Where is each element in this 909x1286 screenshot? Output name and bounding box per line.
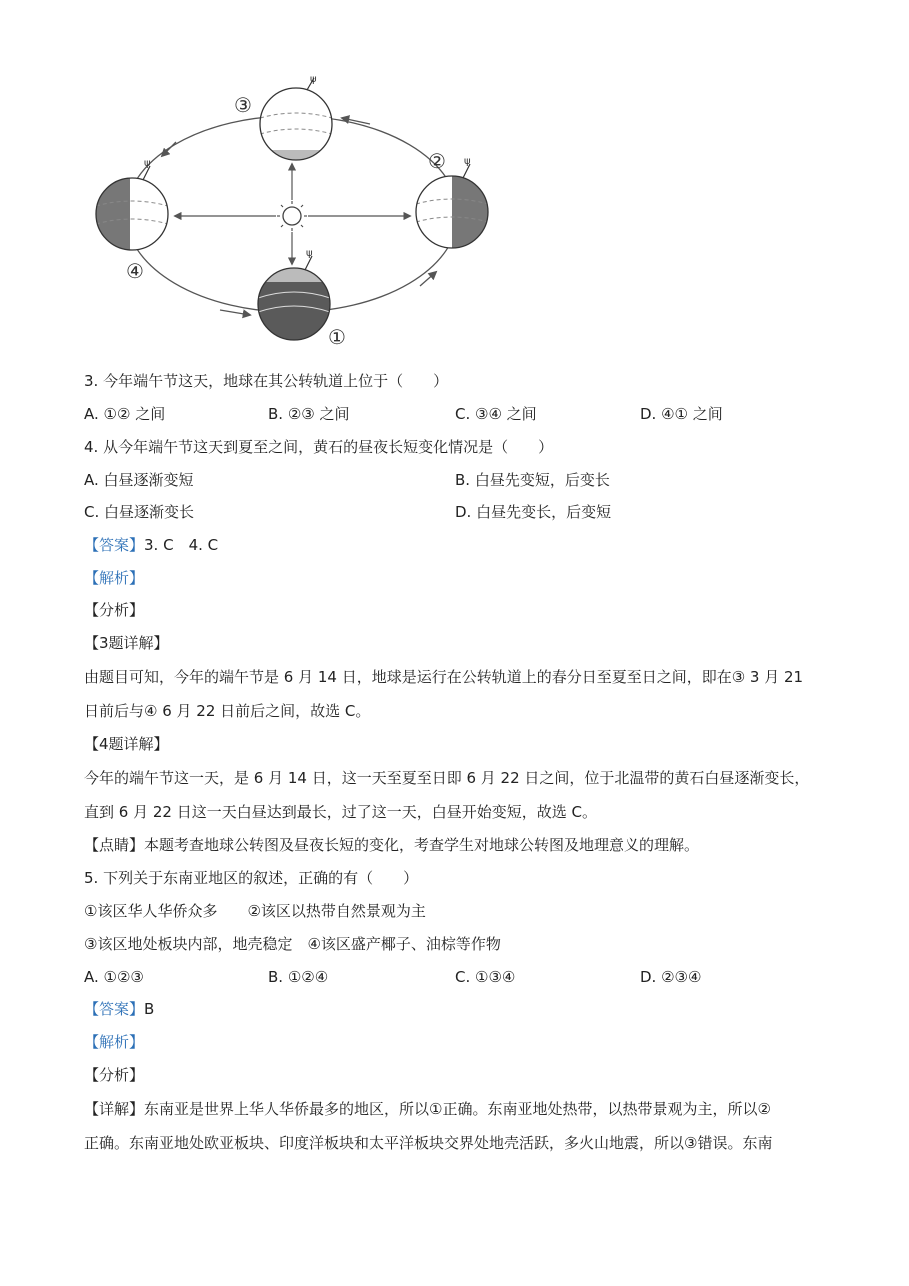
answer5-text: B (144, 1000, 155, 1018)
detail4-line1: 今年的端午节这一天，是 6 月 14 日，这一天至夏至日即 6 月 22 日之间，位于北温带的黄石白昼逐渐变长， (84, 769, 810, 787)
detail4-line2: 直到 6 月 22 日这一天白昼达到最长，过了这一天，白昼开始变短，故选 C。 (84, 803, 597, 821)
detail5-tag: 【详解】 (84, 1100, 145, 1118)
q3-option-a: A. ①② 之间 (84, 405, 166, 423)
q4-option-c: C. 白昼逐渐变长 (84, 503, 195, 521)
globe-1 (258, 248, 330, 340)
q3-stem: 3. 今年端午节这天，地球在其公转轨道上位于（ ） (84, 372, 449, 390)
answer-tag: 【答案】 (84, 536, 145, 554)
detail3-tag: 【3题详解】 (84, 634, 169, 652)
detail3-line2: 日前后与④ 6 月 22 日前后之间，故选 C。 (84, 702, 371, 720)
q4-option-a: A. 白昼逐渐变短 (84, 471, 194, 489)
fenxi-tag: 【分析】 (84, 601, 145, 619)
dianjing (84, 835, 699, 855)
orbit-arrow (220, 310, 250, 315)
detail5-line1 (84, 1099, 771, 1119)
q5-statement-1: ①该区华人华侨众多 ②该区以热带自然景观为主 (84, 902, 426, 920)
label-1: ① (328, 325, 346, 349)
q4-stem: 4. 从今年端午节这天到夏至之间，黄石的昼夜长短变化情况是（ ） (84, 438, 554, 456)
svg-text:ψ: ψ (464, 156, 471, 167)
q4-option-b: B. 白昼先变短，后变长 (455, 471, 610, 489)
answer-text: 3. C 4. C (144, 536, 219, 554)
answer5-tag: 【答案】 (84, 1000, 145, 1018)
detail4-tag: 【4题详解】 (84, 735, 169, 753)
globe-3 (260, 74, 332, 160)
q5-option-b: B. ①②④ (268, 968, 329, 986)
globe-2 (416, 156, 488, 248)
globe-4 (96, 158, 168, 250)
detail5-line2: 正确。东南亚地处欧亚板块、印度洋板块和太平洋板块交界处地壳活跃，多火山地震，所以③错误。东南 (84, 1134, 773, 1152)
fenxi-tag-2: 【分析】 (84, 1066, 145, 1084)
orbit-arrow (162, 142, 176, 156)
label-2: ② (428, 149, 446, 173)
q5-option-d: D. ②③④ (640, 968, 702, 986)
q5-option-a: A. ①②③ (84, 968, 144, 986)
detail5-text1: 东南亚是世界上华人华侨最多的地区，所以①正确。东南亚地处热带，以热带景观为主，所以② (144, 1100, 771, 1118)
detail3-line1: 由题目可知，今年的端午节是 6 月 14 日，地球是运行在公转轨道上的春分日至夏至日之间，即在③ 3 月 21 (84, 668, 804, 686)
svg-text:ψ: ψ (306, 248, 313, 259)
sun-icon (277, 201, 307, 231)
q5-stem: 5. 下列关于东南亚地区的叙述，正确的有（ ） (84, 869, 419, 887)
svg-text:ψ: ψ (144, 158, 151, 169)
dianjing-tag: 【点睛】 (84, 836, 145, 854)
label-3: ③ (234, 93, 252, 117)
q3-option-d: D. ④① 之间 (640, 405, 723, 423)
q3-option-c: C. ③④ 之间 (455, 405, 537, 423)
label-4: ④ (126, 259, 144, 283)
svg-text:ψ: ψ (310, 74, 317, 85)
analysis-tag: 【解析】 (84, 569, 145, 587)
q5-option-c: C. ①③④ (455, 968, 516, 986)
analysis-tag-2: 【解析】 (84, 1033, 145, 1051)
answer-34 (84, 535, 218, 555)
dianjing-text: 本题考查地球公转图及昼夜长短的变化，考查学生对地球公转图及地理意义的理解。 (144, 836, 700, 854)
answer-5 (84, 999, 154, 1019)
q4-option-d: D. 白昼先变长，后变短 (455, 503, 612, 521)
q5-statement-2: ③该区地处板块内部，地壳稳定 ④该区盛产椰子、油棕等作物 (84, 935, 501, 953)
q3-option-b: B. ②③ 之间 (268, 405, 350, 423)
orbit-svg (80, 72, 510, 362)
earth-orbit-diagram (80, 72, 510, 362)
